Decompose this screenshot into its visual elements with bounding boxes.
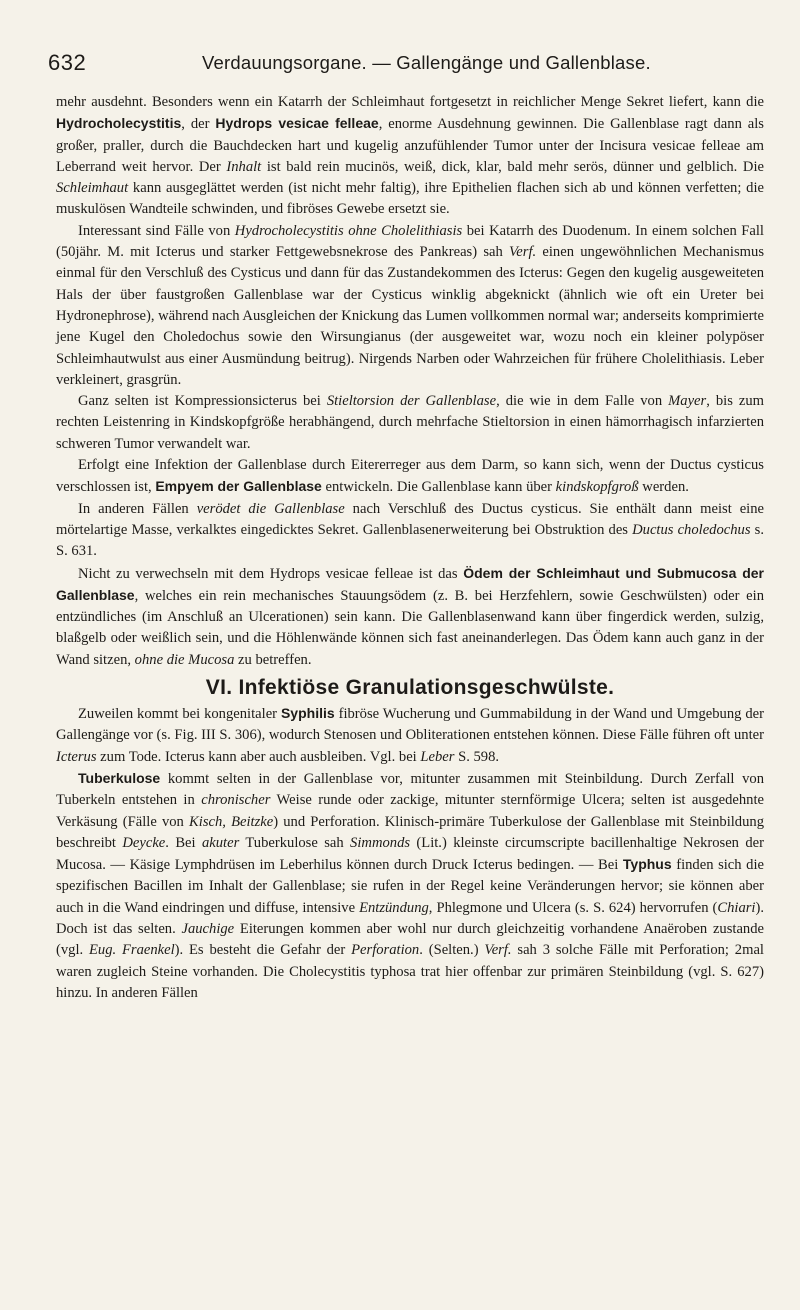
bold-term: Typhus [622, 856, 672, 873]
text-run: , die wie in dem Falle von [496, 393, 669, 410]
text-run: , welches ein rein mechanisches Stauungsödem (z. B. bei Herzfehlern, sowie Geschwülsten) oder ein entzündliches (im Anschluß an Ulcerationen) sein kann. Die Gallenblasenwand kann über fingerdick werden, sulzig, blaßgelb oder weißlich sein, und die Höhlenwände können sich fast aneinanderlegen. Das Ödem kann auch ganz in der Wand sitzen, [56, 587, 764, 668]
text-run: einen ungewöhnlichen Mechanismus einmal für den Verschluß des Cysticus und dann für das Zustandekommen des Icterus: Gegen den kugelig ausgeweiteten Hals der über faustgroßen Gallenblase war der Cysticus winklig abgeknickt (ähnlich wie oft ein Ureter bei Hydronephrose), während nach Ausgleichen der Knickung das Lumen vollkommen normal war; anderseits komprimierte jene Kugel den Choledochus sowie den Wirsungianus (der ausgeweitet war, wozu noch ein kleiner polypöser Schleimhautwulst aus einer Ausmündung beitrug). Nirgends Narben oder Wahrzeichen für frühere Cholelithiasis. Leber verkleinert, grasgrün. [56, 244, 765, 388]
text-run: (Lit.) kleinste circumscripte bacillenhaltige Nekrosen der Mucosa. — Käsige Lymphdrüsen im Leberhilus können durch Druck Icterus bedingen. — Bei [56, 834, 764, 874]
text-run: werden. [638, 479, 689, 496]
italic-term: Schleimhaut [56, 180, 129, 197]
paragraph [56, 221, 764, 391]
text-run: ist bald rein mucinös, weiß, dick, klar, bald mehr serös, dünner und gelblich. Die [261, 158, 764, 175]
text-run: fibröse Wucherung und Gummabildung in der Wand und Umgebung der Gallengänge vor (s. Fig. III S. 306), wodurch Stenosen und Obliterationen entstehen können. Diese Fälle führen oft unter [56, 706, 765, 744]
italic-term: Perforation [351, 942, 420, 959]
running-head: Verdauungsorgane. — Gallengänge und Gallenblase. [202, 52, 651, 73]
text-run: nach Verschluß des Ductus cysticus. Sie enthält dann meist eine mörtelartige Masse, verkalktes eingedicktes Sekret. Gallenblasenerweiterung bei Obstruktion des [56, 500, 765, 538]
text-run: Erfolgt eine Infektion der Gallenblase durch Eitererreger aus dem Darm, so kann sich, wenn der Ductus cysticus verschlossen ist, [56, 457, 764, 496]
italic-term: Kisch, Beitzke [189, 813, 274, 830]
italic-term: Simmonds [350, 834, 411, 851]
italic-term: kindskopfgroß [555, 479, 639, 496]
text-run: Nicht zu verwechseln mit dem Hydrops vesicae felleae ist das [78, 565, 464, 582]
italic-term: Mayer [668, 393, 707, 410]
bold-term: Hydrops vesicae felleae [215, 115, 379, 132]
page-number: 632 [48, 50, 87, 75]
italic-term: ohne die Mucosa [134, 651, 235, 668]
paragraph [56, 499, 764, 563]
text-run: Zuweilen kommt bei kongenitaler [78, 706, 281, 723]
text-run: ) und Perforation. Klinisch-primäre Tuberkulose der Gallenblase mit Steinbildung beschreibt [56, 813, 764, 851]
bold-term: Tuberkulose [78, 769, 161, 786]
italic-term: chronischer [201, 792, 271, 809]
italic-term: Verf. [509, 244, 537, 261]
text-run: . (Selten.) [419, 942, 485, 959]
text-run: Tuberkulose sah [239, 834, 351, 851]
italic-term: Inhalt [226, 158, 262, 175]
text-run: , bis zum rechten Leistenring in Kindskopfgröße herabhängend, durch mehrfache Stieltorsion in einen hämorrhagisch infarzierten schweren Tumor verwandelt war. [56, 393, 764, 452]
text-run: s. S. 631. [56, 521, 764, 560]
text-run: zum Tode. Icterus kann aber auch ausbleiben. Vgl. bei [96, 748, 421, 765]
text-run: ). Doch ist das selten. [56, 899, 764, 937]
text-run: ). Es besteht die Gefahr der [174, 942, 352, 959]
italic-term: Entzündung [359, 899, 429, 916]
paragraph [56, 455, 764, 499]
paragraph [56, 563, 764, 671]
text-run: . Bei [165, 834, 202, 851]
bold-term: Syphilis [280, 705, 335, 722]
text-run: zu betreffen. [234, 651, 312, 668]
paragraph [56, 703, 764, 768]
bold-term: Hydrocholecystitis [56, 115, 182, 132]
text-run: , enorme Ausdehnung gewinnen. Die Gallenblase ragt dann als großer, praller, durch die Bauchdecken hart und kugelig anzufühlender Tumor unter der Incisura vesicae felleae am Leberrand weit hervor. Der [56, 116, 764, 175]
bold-term: Ödem der Schleimhaut und Submucosa der Gallenblase [56, 564, 765, 603]
pre-section-paragraphs [56, 92, 764, 671]
text-run: sah 3 solche Fälle mit Perforation; 2mal waren zugleich Steine vorhanden. Die Cholecystitis typhosa trat hier offenbar zur primären Steinbildung (vgl. S. 627) hinzu. In anderen Fällen [56, 942, 764, 1001]
text-run: mehr ausdehnt. Besonders wenn ein Katarrh der Schleimhaut fortgesetzt in reichlicher Menge Sekret liefert, kann die [56, 94, 764, 110]
italic-term: Jauchige [181, 920, 235, 937]
text-run: Weise runde oder zackige, mitunter sternförmige Ulcera; selten ist ausgedehnte Verkäsung (Fälle von [56, 792, 764, 830]
italic-term: Hydrocholecystitis ohne Cholelithiasis [234, 222, 463, 239]
italic-term: Verf. [484, 942, 512, 959]
italic-term: Stieltorsion der Gallenblase [326, 393, 497, 410]
text-run: In anderen Fällen [78, 500, 197, 517]
text-run: kommt selten in der Gallenblase vor, mitunter zusammen mit Steinbildung. Durch Zerfall von Tuberkeln entstehen in [56, 770, 764, 809]
text-run: bei Katarrh des Duodenum. In einem solchen Fall (50jähr. M. mit Icterus und starker Fettgewebsnekrose des Pankreas) sah [56, 222, 764, 261]
body-text [56, 92, 764, 1004]
bold-term: Empyem der Gallenblase [155, 478, 322, 495]
section-paragraphs [56, 703, 764, 1004]
italic-term: Eug. Fraenkel [89, 942, 175, 959]
italic-term: Deycke [122, 834, 166, 851]
paragraph [56, 768, 764, 1004]
italic-term: Icterus [56, 748, 97, 765]
italic-term: verödet die Gallenblase [196, 500, 345, 517]
section-heading: VI. Infektiöse Granulationsgeschwülste. [205, 676, 615, 700]
text-run: Interessant sind Fälle von [78, 222, 235, 239]
page-header [48, 50, 760, 84]
italic-term: Ductus choledochus [632, 521, 751, 538]
italic-term: Chiari [717, 899, 756, 916]
text-run: S. 598. [454, 748, 500, 765]
text-run: kann ausgeglättet werden (ist nicht mehr faltig), ihre Epithelien flachen sich ab und können verfetten; die muskulösen Wandteile schwinden, und fibröses Gewebe ersetzt sie. [56, 180, 764, 218]
paragraph [56, 92, 764, 221]
text-run: finden sich die spezifischen Bacillen im Inhalt der Gallenblase; sie rufen in der Regel keine Veränderungen hervor; sie können aber auch in die Wand eindringen und diffuse, intensive [56, 857, 764, 916]
italic-term: akuter [201, 834, 240, 851]
text-run: , der [181, 116, 216, 133]
text-run: , Phlegmone und Ulcera (s. S. 624) hervorrufen ( [428, 899, 718, 916]
text-run: entwickeln. Die Gallenblase kann über [321, 479, 556, 496]
text-run: Ganz selten ist Kompressionsicterus bei [78, 393, 327, 410]
text-run: Eiterungen kommen aber wohl nur durch gleichzeitig vorhandene Anaëroben zustande (vgl. [56, 920, 764, 959]
paragraph [56, 391, 764, 455]
italic-term: Leber [420, 748, 455, 765]
